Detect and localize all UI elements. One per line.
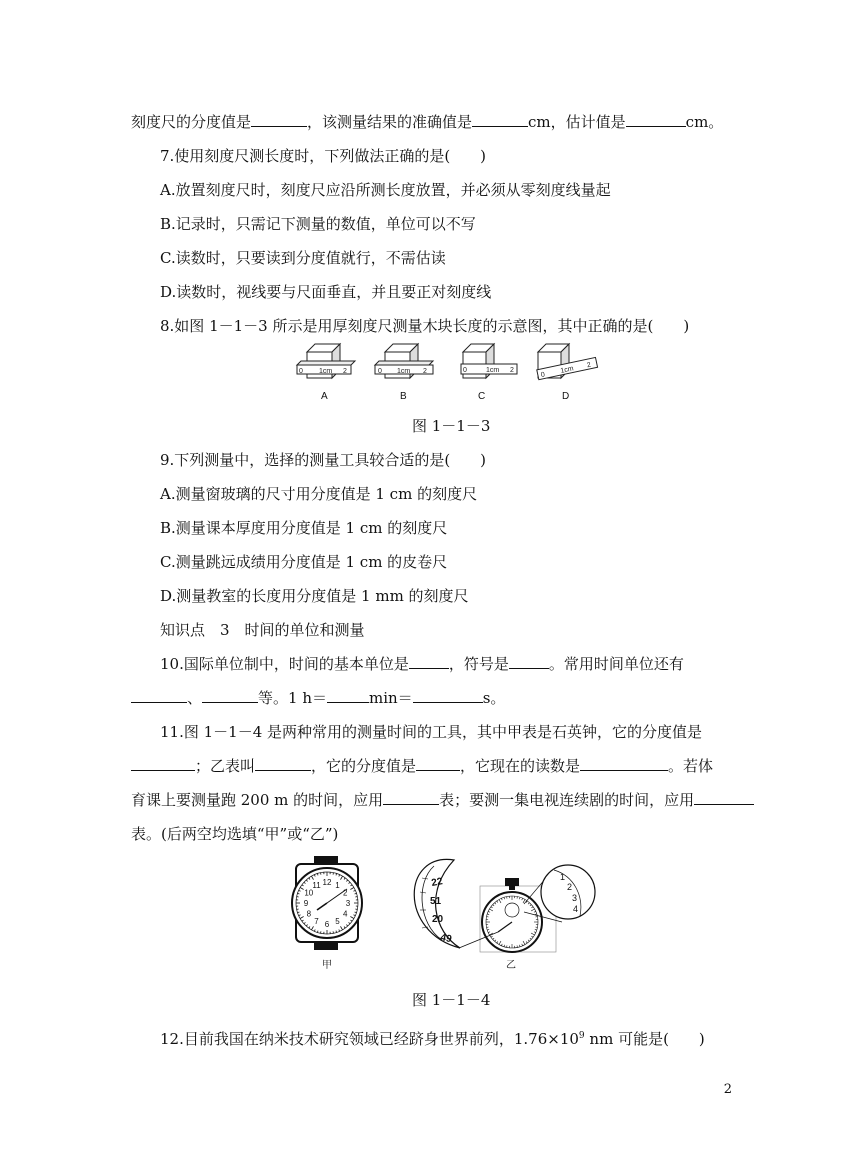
q10-line-1 [160, 654, 684, 674]
clock-number: 4 [342, 909, 348, 919]
clock-number: 2 [342, 888, 348, 898]
figure-1-1-3 [285, 340, 605, 404]
svg-text:2: 2 [510, 367, 514, 374]
q6-text-1: 刻度尺的分度值是 [131, 113, 252, 131]
svg-text:1cm: 1cm [486, 367, 500, 374]
answer-blank [626, 112, 686, 127]
q9-option-c: C.测量跳远成绩用分度值是 1 cm 的皮卷尺 [160, 553, 448, 571]
clock-number: 9 [303, 899, 309, 908]
q10-text: min＝ [369, 689, 413, 707]
svg-text:3: 3 [572, 893, 578, 903]
q6-tail-line [131, 112, 723, 132]
q9-option-b: B.测量课本厚度用分度值是 1 cm 的刻度尺 [160, 519, 448, 537]
answer-blank [202, 688, 258, 703]
answer-blank [255, 756, 311, 771]
q9-option-a: A.测量窗玻璃的尺寸用分度值是 1 cm 的刻度尺 [160, 485, 478, 503]
page-number: 2 [723, 1082, 732, 1097]
q9-option-d: D.测量教室的长度用分度值是 1 mm 的刻度尺 [160, 587, 469, 605]
ruler-diagram-d [537, 344, 598, 380]
q6-text-2: ，该测量结果的准确值是 [307, 113, 473, 131]
label-yi: 乙 [506, 960, 516, 971]
q11-text: ，它的分度值是 [311, 757, 417, 775]
answer-blank [131, 756, 195, 771]
q11-line-3 [131, 790, 754, 810]
q7-option-d: D.读数时，视线要与尺面垂直，并且要正对刻度线 [160, 283, 492, 301]
q6-text-4: cm。 [685, 113, 724, 131]
q9-stem: 9.下列测量中，选择的测量工具较合适的是( ) [160, 451, 487, 469]
q11-text: 表；要测一集电视连续剧的时间，应用 [439, 791, 695, 809]
q11-line-4: 表。(后两空均选填“甲”或“乙”) [131, 825, 339, 843]
answer-blank [694, 790, 754, 805]
svg-text:20: 20 [432, 914, 444, 925]
svg-text:0: 0 [463, 367, 467, 374]
clock-number: 6 [324, 920, 330, 929]
clock-number: 1 [335, 880, 340, 890]
q10-text: 、 [187, 689, 203, 707]
q8-stem: 8.如图 1－1－3 所示是用厚刻度尺测量木块长度的示意图，其中正确的是( ) [160, 317, 690, 335]
answer-blank [131, 688, 187, 703]
q11-text: 育课上要测量跑 200 m 的时间，应用 [131, 791, 384, 809]
q7-option-c: C.读数时，只要读到分度值就行，不需估读 [160, 249, 446, 267]
q7-stem: 7.使用刻度尺测长度时，下列做法正确的是( ) [160, 147, 487, 165]
section-heading: 知识点 3 时间的单位和测量 [160, 621, 365, 639]
clock-number: 11 [312, 880, 321, 890]
svg-text:2: 2 [586, 361, 592, 370]
answer-blank [413, 688, 483, 703]
q11-text: ；乙表叫 [195, 757, 256, 775]
q10-text: ，符号是 [448, 655, 509, 673]
svg-text:1cm: 1cm [319, 368, 333, 375]
q10-line-2 [131, 688, 505, 708]
svg-text:22: 22 [430, 876, 444, 889]
svg-text:0: 0 [299, 368, 303, 375]
answer-blank [416, 756, 460, 771]
svg-text:49: 49 [439, 932, 453, 946]
answer-blank [580, 756, 668, 771]
q11-line-1: 11.图 1－1－4 是两种常用的测量时间的工具，其中甲表是石英钟，它的分度值是 [160, 723, 703, 741]
ruler-diagram-b [375, 344, 433, 378]
svg-text:1cm: 1cm [559, 365, 575, 375]
q12-exponent: 9 [578, 1031, 585, 1041]
answer-blank [472, 112, 528, 127]
answer-blank [509, 654, 549, 669]
figure-caption-1-1-4: 图 1－1－4 [412, 991, 491, 1009]
q6-text-3: cm，估计值是 [528, 113, 626, 131]
answer-blank [251, 112, 307, 127]
svg-text:2: 2 [343, 368, 347, 375]
clock-number: 12 [322, 878, 332, 887]
q12-stem [160, 1026, 705, 1049]
q12-text: nm 可能是( ) [584, 1030, 705, 1048]
svg-text:0: 0 [378, 368, 382, 375]
svg-text:4: 4 [573, 904, 579, 914]
answer-blank [409, 654, 449, 669]
clock-number: 3 [345, 899, 351, 908]
q10-text: 10.国际单位制中，时间的基本单位是 [160, 655, 409, 673]
svg-text:2: 2 [423, 368, 427, 375]
q11-text: 。若体 [668, 757, 714, 775]
q7-option-b: B.记录时，只需记下测量的数值，单位可以不写 [160, 215, 476, 233]
q10-text: 等。1 h＝ [258, 689, 327, 707]
svg-text:0: 0 [540, 371, 546, 380]
ruler-diagram-c [461, 344, 517, 378]
q10-text: s。 [482, 689, 506, 707]
quartz-clock-icon [292, 856, 362, 971]
figure-label-a: A [321, 391, 328, 402]
stopwatch-icon [414, 859, 595, 971]
q11-line-2 [131, 756, 713, 776]
clock-number: 8 [306, 909, 312, 919]
figure-label-b: B [400, 391, 407, 402]
figure-caption-1-1-3: 图 1－1－3 [412, 417, 491, 435]
svg-text:1: 1 [560, 872, 566, 882]
q11-text: ，它现在的读数是 [460, 757, 581, 775]
ruler-diagram-a [297, 344, 355, 378]
figure-label-d: D [562, 391, 570, 402]
figure-label-c: C [478, 391, 486, 402]
svg-text:1cm: 1cm [397, 368, 411, 375]
q12-text: 12.目前我国在纳米技术研究领域已经跻身世界前列，1.76×10 [160, 1030, 579, 1048]
figure-1-1-4 [284, 852, 614, 982]
q7-option-a: A.放置刻度尺时，刻度尺应沿所测长度放置，并必须从零刻度线量起 [160, 181, 611, 199]
label-jia: 甲 [322, 960, 332, 971]
q10-text: 。常用时间单位还有 [548, 655, 684, 673]
svg-text:51: 51 [430, 896, 442, 907]
svg-text:2: 2 [567, 882, 573, 892]
clock-number: 10 [304, 888, 314, 898]
answer-blank [327, 688, 369, 703]
clock-number: 5 [335, 917, 340, 927]
answer-blank [383, 790, 439, 805]
clock-number: 7 [314, 917, 319, 927]
